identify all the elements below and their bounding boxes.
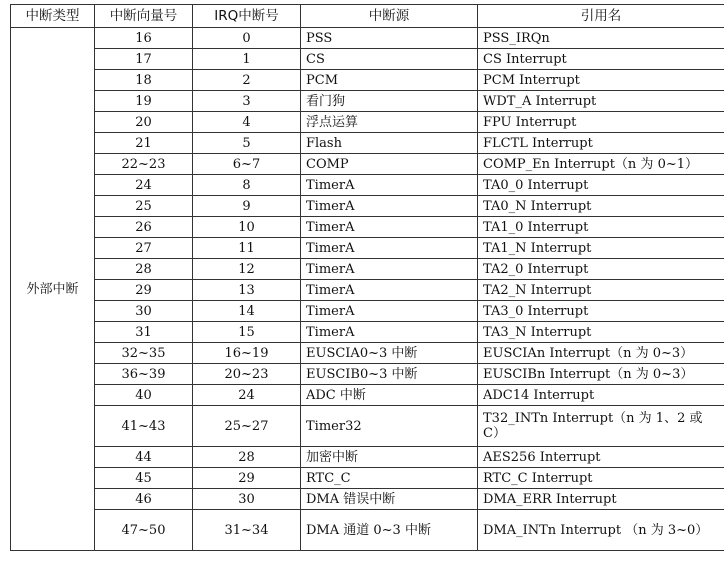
irq-number-cell: 28 <box>193 447 301 468</box>
reference-name-cell: DMA_INTn Interrupt （n 为 3~0） <box>478 510 724 551</box>
table-row <box>11 364 724 385</box>
reference-name-cell: EUSCIBn Interrupt（n 为 0~3） <box>478 364 724 385</box>
vector-number-cell: 28 <box>95 259 193 280</box>
reference-name-cell: TA1_0 Interrupt <box>478 217 724 238</box>
header-vector-number: 中断向量号 <box>95 5 193 28</box>
reference-name-cell: PSS_IRQn <box>478 28 724 49</box>
table-row <box>11 28 724 49</box>
irq-number-cell: 11 <box>193 238 301 259</box>
interrupt-source-cell: RTC_C <box>301 468 478 489</box>
vector-number-cell: 47~50 <box>95 510 193 551</box>
irq-number-cell: 4 <box>193 112 301 133</box>
table-body <box>11 28 724 551</box>
vector-number-cell: 20 <box>95 112 193 133</box>
interrupt-source-cell: 看门狗 <box>301 91 478 112</box>
reference-name-cell: FLCTL Interrupt <box>478 133 724 154</box>
table-row <box>11 49 724 70</box>
reference-name-cell: T32_INTn Interrupt（n 为 1、2 或 C） <box>478 406 724 447</box>
vector-number-cell: 19 <box>95 91 193 112</box>
table-row <box>11 343 724 364</box>
irq-number-cell: 14 <box>193 301 301 322</box>
table-row <box>11 70 724 91</box>
interrupt-source-cell: TimerA <box>301 322 478 343</box>
header-irq-number: IRQ中断号 <box>193 5 301 28</box>
table-row <box>11 385 724 406</box>
reference-name-cell: TA0_0 Interrupt <box>478 175 724 196</box>
irq-number-cell: 24 <box>193 385 301 406</box>
table-row <box>11 447 724 468</box>
table-row <box>11 175 724 196</box>
table-row <box>11 196 724 217</box>
vector-number-cell: 45 <box>95 468 193 489</box>
table-row <box>11 217 724 238</box>
irq-number-cell: 9 <box>193 196 301 217</box>
vector-number-cell: 25 <box>95 196 193 217</box>
reference-name-cell: TA2_N Interrupt <box>478 280 724 301</box>
interrupt-source-cell: ADC 中断 <box>301 385 478 406</box>
vector-number-cell: 18 <box>95 70 193 91</box>
irq-number-cell: 1 <box>193 49 301 70</box>
reference-name-cell: COMP_En Interrupt（n 为 0~1） <box>478 154 724 175</box>
reference-name-cell: TA0_N Interrupt <box>478 196 724 217</box>
vector-number-cell: 44 <box>95 447 193 468</box>
table-row <box>11 238 724 259</box>
irq-number-cell: 12 <box>193 259 301 280</box>
irq-number-cell: 16~19 <box>193 343 301 364</box>
header-interrupt-source: 中断源 <box>301 5 478 28</box>
interrupt-source-cell: 浮点运算 <box>301 112 478 133</box>
interrupt-source-cell: Timer32 <box>301 406 478 447</box>
interrupt-source-cell: TimerA <box>301 301 478 322</box>
irq-number-cell: 13 <box>193 280 301 301</box>
vector-number-cell: 27 <box>95 238 193 259</box>
vector-number-cell: 22~23 <box>95 154 193 175</box>
interrupt-table <box>10 4 724 551</box>
irq-number-cell: 10 <box>193 217 301 238</box>
vector-number-cell: 32~35 <box>95 343 193 364</box>
irq-number-cell: 0 <box>193 28 301 49</box>
header-row <box>11 5 724 28</box>
interrupt-source-cell: TimerA <box>301 196 478 217</box>
interrupt-source-cell: TimerA <box>301 238 478 259</box>
irq-number-cell: 20~23 <box>193 364 301 385</box>
irq-number-cell: 31~34 <box>193 510 301 551</box>
irq-number-cell: 29 <box>193 468 301 489</box>
vector-number-cell: 24 <box>95 175 193 196</box>
interrupt-source-cell: PSS <box>301 28 478 49</box>
header-reference-name: 引用名 <box>478 5 724 28</box>
irq-number-cell: 25~27 <box>193 406 301 447</box>
vector-number-cell: 41~43 <box>95 406 193 447</box>
header-interrupt-type: 中断类型 <box>11 5 95 28</box>
interrupt-type-cell: 外部中断 <box>11 28 95 551</box>
reference-name-cell: FPU Interrupt <box>478 112 724 133</box>
reference-name-cell: WDT_A Interrupt <box>478 91 724 112</box>
interrupt-source-cell: DMA 错误中断 <box>301 489 478 510</box>
interrupt-source-cell: TimerA <box>301 280 478 301</box>
reference-name-cell: ADC14 Interrupt <box>478 385 724 406</box>
interrupt-source-cell: EUSCIA0~3 中断 <box>301 343 478 364</box>
reference-name-cell: RTC_C Interrupt <box>478 468 724 489</box>
vector-number-cell: 16 <box>95 28 193 49</box>
table-row <box>11 91 724 112</box>
reference-name-cell: EUSCIAn Interrupt（n 为 0~3） <box>478 343 724 364</box>
interrupt-source-cell: TimerA <box>301 217 478 238</box>
irq-number-cell: 5 <box>193 133 301 154</box>
interrupt-source-cell: COMP <box>301 154 478 175</box>
table-row <box>11 301 724 322</box>
vector-number-cell: 40 <box>95 385 193 406</box>
table-row <box>11 510 724 551</box>
table-row <box>11 489 724 510</box>
reference-name-cell: TA2_0 Interrupt <box>478 259 724 280</box>
reference-name-cell: TA1_N Interrupt <box>478 238 724 259</box>
irq-number-cell: 30 <box>193 489 301 510</box>
table-row <box>11 154 724 175</box>
table-row <box>11 259 724 280</box>
interrupt-source-cell: CS <box>301 49 478 70</box>
interrupt-source-cell: TimerA <box>301 259 478 280</box>
reference-name-cell: PCM Interrupt <box>478 70 724 91</box>
table-row <box>11 406 724 447</box>
vector-number-cell: 30 <box>95 301 193 322</box>
vector-number-cell: 21 <box>95 133 193 154</box>
interrupt-source-cell: 加密中断 <box>301 447 478 468</box>
irq-number-cell: 8 <box>193 175 301 196</box>
irq-number-cell: 3 <box>193 91 301 112</box>
reference-name-cell: TA3_0 Interrupt <box>478 301 724 322</box>
interrupt-source-cell: PCM <box>301 70 478 91</box>
vector-number-cell: 31 <box>95 322 193 343</box>
interrupt-source-cell: Flash <box>301 133 478 154</box>
table-row <box>11 133 724 154</box>
reference-name-cell: CS Interrupt <box>478 49 724 70</box>
reference-name-cell: AES256 Interrupt <box>478 447 724 468</box>
table-row <box>11 322 724 343</box>
irq-number-cell: 15 <box>193 322 301 343</box>
vector-number-cell: 17 <box>95 49 193 70</box>
interrupt-source-cell: EUSCIB0~3 中断 <box>301 364 478 385</box>
interrupt-source-cell: DMA 通道 0~3 中断 <box>301 510 478 551</box>
vector-number-cell: 36~39 <box>95 364 193 385</box>
vector-number-cell: 29 <box>95 280 193 301</box>
reference-name-cell: TA3_N Interrupt <box>478 322 724 343</box>
vector-number-cell: 26 <box>95 217 193 238</box>
reference-name-cell: DMA_ERR Interrupt <box>478 489 724 510</box>
table-row <box>11 468 724 489</box>
table-row <box>11 112 724 133</box>
irq-number-cell: 6~7 <box>193 154 301 175</box>
table-row <box>11 280 724 301</box>
irq-number-cell: 2 <box>193 70 301 91</box>
interrupt-source-cell: TimerA <box>301 175 478 196</box>
vector-number-cell: 46 <box>95 489 193 510</box>
